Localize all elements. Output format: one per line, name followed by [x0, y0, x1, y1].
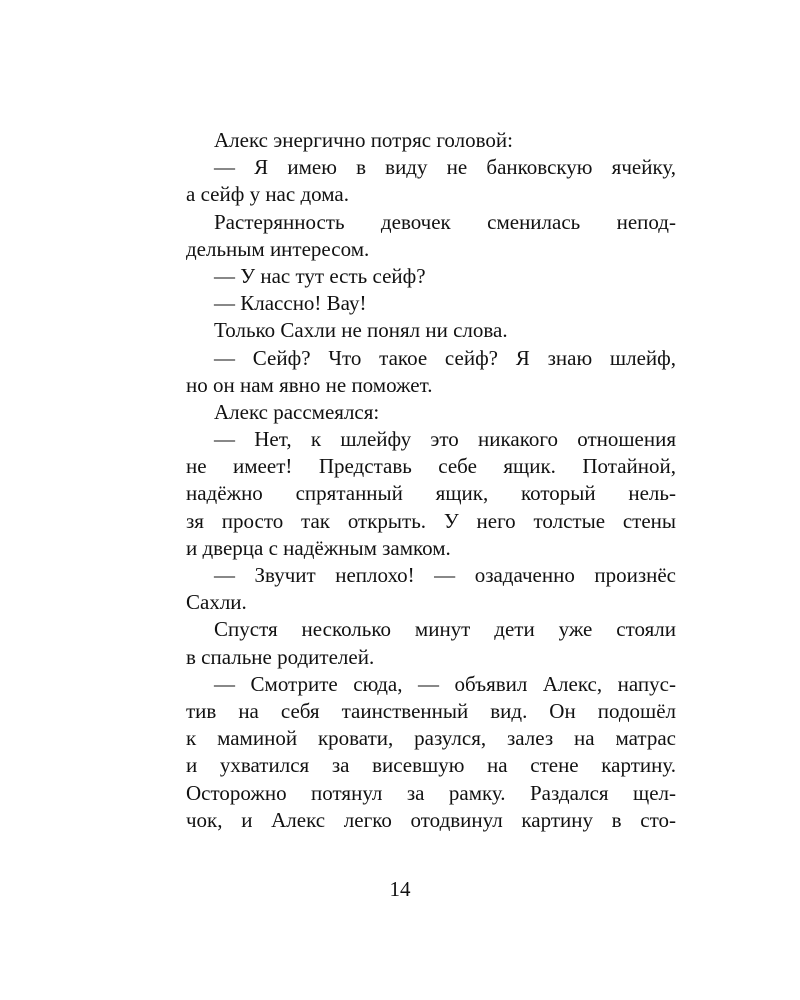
body-text	[186, 127, 676, 834]
text-line: Алекс энергично потряс головой:	[214, 128, 513, 152]
text-line: — Сейф? Что такое сейф? Я знаю шлейф,	[214, 345, 676, 370]
text-line: — Я имею в виду не банковскую ячейку,	[214, 155, 676, 180]
text-line: Осторожно потянул за рамку. Раздался щел-	[186, 780, 676, 805]
text-line: надёжно спрятанный ящик, который нель-	[186, 481, 676, 506]
text-line: но он нам явно не поможет.	[186, 372, 433, 397]
text-line: Спустя несколько минут дети уже стояли	[214, 617, 676, 642]
text-line: в спальне родителей.	[186, 644, 375, 669]
text-line: — Звучит неплохо! — озадаченно произнёс	[214, 563, 676, 587]
text-line: зя просто так открыть. У него толстые стены	[186, 508, 676, 533]
text-line: и ухватился за висевшую на стене картину.	[186, 753, 676, 778]
text-line: Растерянность девочек сменилась непод-	[214, 209, 676, 234]
text-line: чок, и Алекс легко отодвинул картину в сто-	[186, 807, 676, 832]
text-line: Только Сахли не понял ни слова.	[214, 318, 508, 343]
text-line: — У нас тут есть сейф?	[214, 263, 426, 288]
text-line: — Классно! Вау!	[214, 291, 367, 316]
text-line: а сейф у нас дома.	[186, 182, 349, 207]
text-line: не имеет! Представь себе ящик. Потайной,	[186, 454, 676, 479]
text-line: и дверца с надёжным замком.	[186, 535, 451, 560]
text-line: — Нет, к шлейфу это никакого отношения	[214, 427, 676, 452]
text-line: — Смотрите сюда, — объявил Алекс, напус-	[214, 671, 676, 696]
text-line: Сахли.	[186, 590, 247, 615]
text-line: дельным интересом.	[186, 236, 370, 261]
page-number: 14	[389, 877, 411, 901]
text-line: тив на себя таинственный вид. Он подошёл	[186, 698, 676, 723]
text-line: к маминой кровати, разулся, залез на матрас	[186, 726, 676, 751]
text-line: Алекс рассмеялся:	[214, 399, 380, 424]
